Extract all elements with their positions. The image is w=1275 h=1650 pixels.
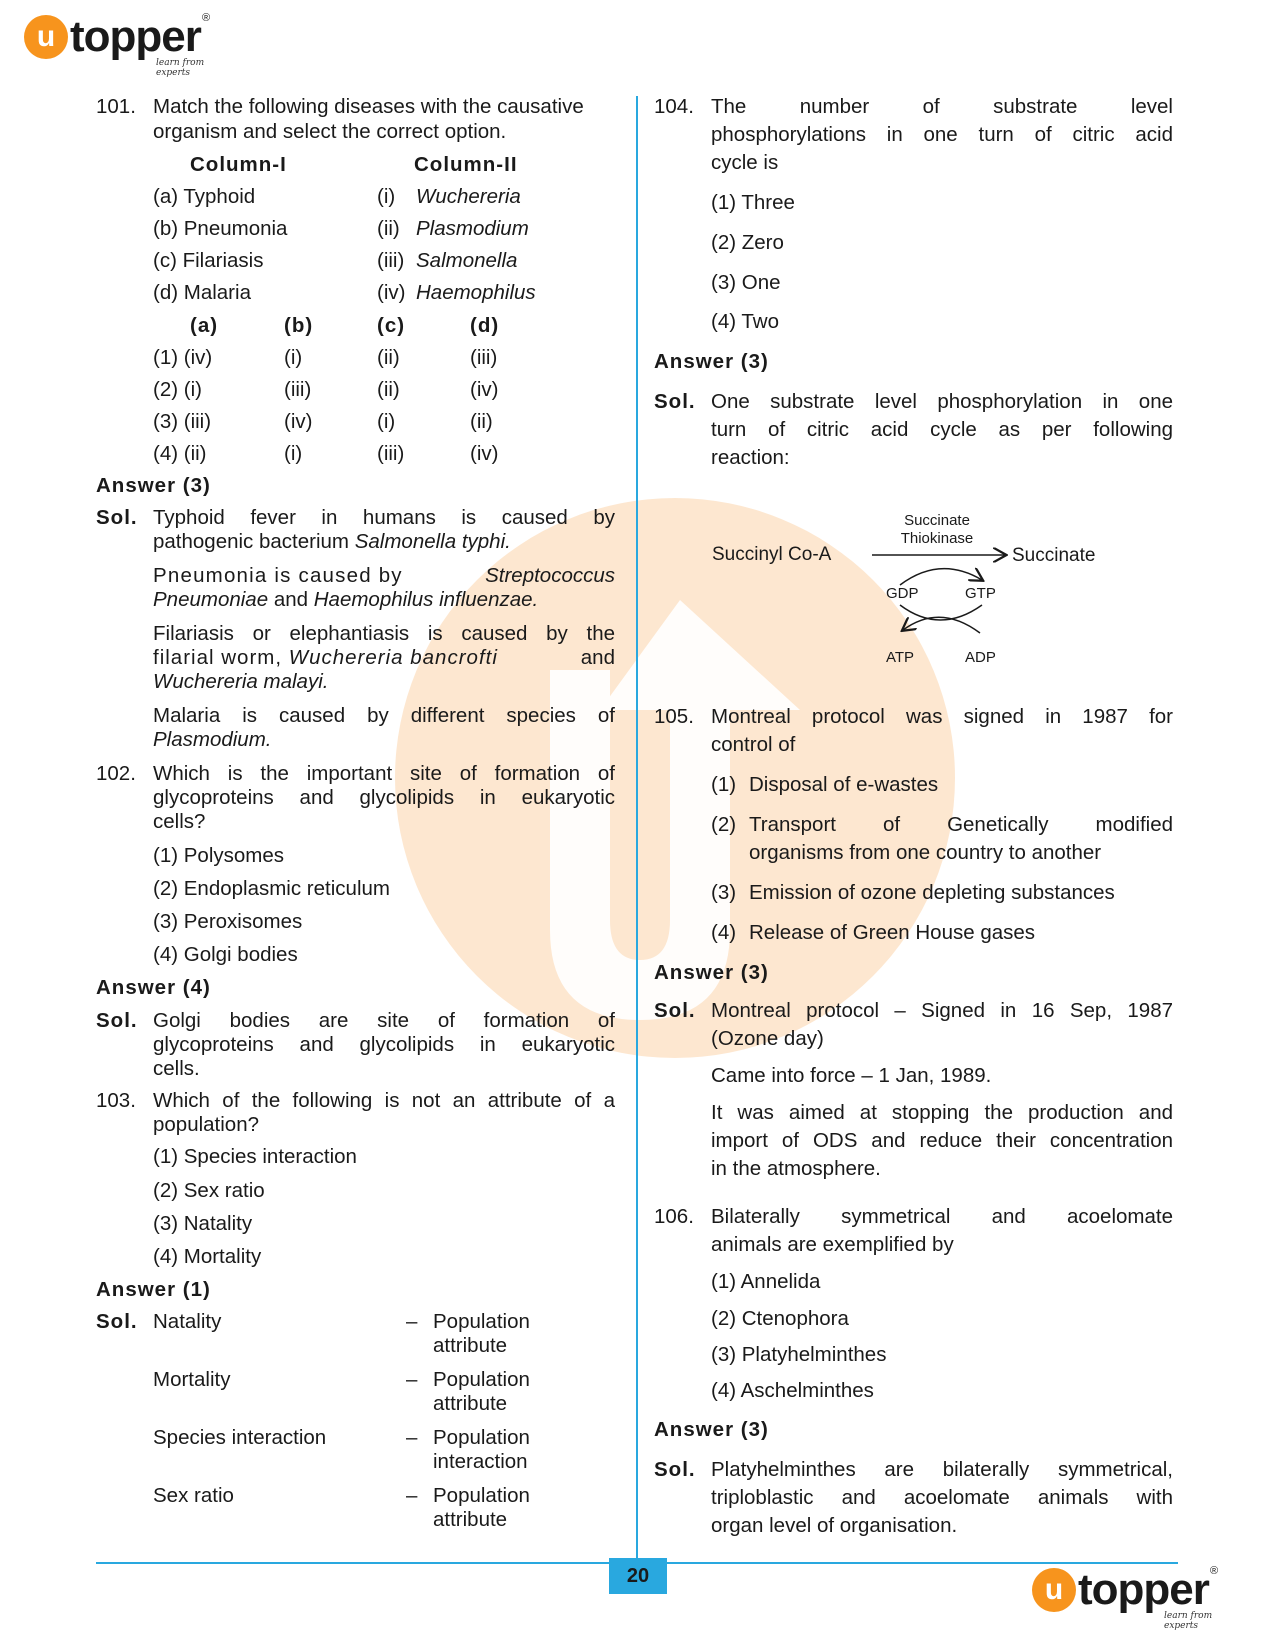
brand-name: topper: [1078, 1565, 1209, 1614]
q105-number: 105.: [654, 705, 694, 728]
q105-sol-label: Sol.: [654, 999, 696, 1022]
q101-row-a: (c) Filariasis: [153, 249, 264, 272]
q104-sol-line: reaction:: [711, 446, 790, 469]
q106-option: (2) Ctenophora: [711, 1307, 849, 1330]
q101-option-cell: (i): [284, 346, 303, 369]
q105-option-num: (1): [711, 773, 737, 796]
q101-col2-head: Column-II: [414, 153, 518, 176]
atp-label: ATP: [886, 649, 915, 665]
q104-number: 104.: [654, 95, 694, 118]
q101-sol-label: Sol.: [96, 506, 138, 529]
registered-mark: ®: [1210, 1565, 1219, 1577]
q105-answer: Answer (3): [654, 961, 769, 984]
q105-option-text-cont: organisms from one country to another: [749, 841, 1102, 864]
topper-u-icon: u: [1032, 1568, 1076, 1612]
q101-text-line2: organism and select the correct option.: [153, 120, 507, 143]
q105-option-num: (3): [711, 881, 737, 904]
q105-option-text: Transport of Genetically modified: [749, 813, 1173, 836]
q106-sol-line: organ level of organisation.: [711, 1514, 958, 1537]
q101-option: (2) (i): [153, 378, 202, 401]
q102-sol-label: Sol.: [96, 1009, 138, 1032]
brand-tagline: learn from experts: [156, 58, 205, 78]
q105-text-line1: Montreal protocol was signed in 1987 for: [711, 705, 1173, 728]
q102-option: (2) Endoplasmic reticulum: [153, 877, 390, 900]
q101-option: (4) (ii): [153, 442, 207, 465]
q101-option-cell: (iii): [470, 346, 498, 369]
reaction-diagram: [700, 505, 1140, 665]
q101-row-organism: Wuchereria: [416, 185, 521, 208]
q101-row-a: (b) Pneumonia: [153, 217, 288, 240]
q103-option: (3) Natality: [153, 1212, 253, 1235]
adp-label: ADP: [965, 649, 996, 665]
q103-sol-desc: attribute: [433, 1508, 508, 1531]
topper-u-icon: u: [24, 15, 68, 59]
q103-option: (2) Sex ratio: [153, 1179, 265, 1202]
registered-mark: ®: [202, 12, 211, 24]
gtp-label: GTP: [965, 585, 996, 602]
q101-option-cell: (ii): [377, 346, 400, 369]
q102-answer: Answer (4): [96, 976, 211, 999]
q106-text-line1: Bilaterally symmetrical and acoelomate: [711, 1205, 1173, 1228]
q105-sol-line: (Ozone day): [711, 1027, 824, 1050]
q106-option: (4) Aschelminthes: [711, 1379, 874, 1402]
q103-sol-dash: –: [406, 1310, 418, 1333]
q105-sol-line: import of ODS and reduce their concentration: [711, 1129, 1173, 1152]
enzyme-label-2: Thiokinase: [900, 530, 974, 547]
q102-sol-line: cells.: [153, 1057, 200, 1080]
q105-sol-line: It was aimed at stopping the production and: [711, 1101, 1173, 1124]
q101-opt-head: (c): [377, 314, 406, 337]
q101-col1-head: Column-I: [190, 153, 287, 176]
q101-sol-line: Filariasis or elephantiasis is caused by the: [153, 622, 615, 645]
q101-row-num: (ii): [377, 217, 400, 240]
q106-sol-line: Platyhelminthes are bilaterally symmetrical,: [711, 1458, 1173, 1481]
q103-sol-desc: attribute: [433, 1392, 508, 1415]
q106-sol-label: Sol.: [654, 1458, 696, 1481]
q101-sol-line: Typhoid fever in humans is caused by: [153, 506, 615, 529]
q104-option: (3) One: [711, 271, 781, 294]
q101-option-cell: (iii): [377, 442, 405, 465]
q101-sol-line: filarial worm, Wuchereria bancrofti and: [153, 646, 615, 669]
q103-sol-term: Species interaction: [153, 1426, 327, 1449]
q103-sol-term: Natality: [153, 1310, 222, 1333]
q103-sol-desc: attribute: [433, 1334, 508, 1357]
reactant-label: Succinyl Co-A: [712, 544, 832, 565]
q105-sol-line: Came into force – 1 Jan, 1989.: [711, 1064, 992, 1087]
q104-text-line3: cycle is: [711, 151, 779, 174]
q105-option-num: (2): [711, 813, 737, 836]
q101-option-cell: (i): [377, 410, 396, 433]
q101-number: 101.: [96, 95, 136, 118]
q105-text-line2: control of: [711, 733, 796, 756]
page-number: 20: [609, 1558, 667, 1594]
q101-option: (1) (iv): [153, 346, 213, 369]
q105-option-num: (4): [711, 921, 737, 944]
q103-sol-dash: –: [406, 1484, 418, 1507]
q104-answer: Answer (3): [654, 350, 769, 373]
q103-sol-desc: interaction: [433, 1450, 528, 1473]
q105-option-text: Release of Green House gases: [749, 921, 1036, 944]
q101-row-organism: Salmonella: [416, 249, 518, 272]
q102-option: (3) Peroxisomes: [153, 910, 303, 933]
q105-option-text: Emission of ozone depleting substances: [749, 881, 1115, 904]
q101-opt-head: (a): [190, 314, 219, 337]
q103-sol-term: Mortality: [153, 1368, 231, 1391]
q101-row-a: (a) Typhoid: [153, 185, 256, 208]
q106-sol-line: triploblastic and acoelomate animals with: [711, 1486, 1173, 1509]
q102-text-line3: cells?: [153, 810, 206, 833]
topper-logo-footer: [1032, 1565, 1232, 1631]
q104-sol-line: turn of citric acid cycle as per following: [711, 418, 1173, 441]
product-label: Succinate: [1012, 545, 1096, 566]
q101-row-organism: Haemophilus: [416, 281, 536, 304]
enzyme-label-1: Succinate: [904, 512, 970, 529]
q102-number: 102.: [96, 762, 136, 785]
q103-sol-desc: Population: [433, 1310, 530, 1333]
q103-sol-desc: Population: [433, 1484, 530, 1507]
q105-sol-line: Montreal protocol – Signed in 16 Sep, 1987: [711, 999, 1173, 1022]
q103-sol-desc: Population: [433, 1368, 530, 1391]
q104-option: (1) Three: [711, 191, 795, 214]
q102-sol-line: Golgi bodies are site of formation of: [153, 1009, 615, 1032]
q101-option-cell: (i): [284, 442, 303, 465]
column-divider: [636, 96, 638, 1564]
q102-sol-line: glycoproteins and glycolipids in eukaryotic: [153, 1033, 615, 1056]
q103-sol-dash: –: [406, 1426, 418, 1449]
q101-option-cell: (iv): [284, 410, 313, 433]
q101-sol-line: Pneumonia is caused by Streptococcus: [153, 564, 615, 587]
q103-text-line1: Which of the following is not an attribute of a: [153, 1089, 615, 1112]
q101-row-num: (iv): [377, 281, 406, 304]
brand-name: topper: [70, 12, 201, 61]
q101-text-line1: Match the following diseases with the causative: [153, 95, 584, 118]
q101-sol-line: Pneumoniae and Haemophilus influenzae.: [153, 588, 539, 611]
q104-text-line1: The number of substrate level: [711, 95, 1173, 118]
q103-option: (1) Species interaction: [153, 1145, 357, 1168]
q102-text-line2: glycoproteins and glycolipids in eukaryotic: [153, 786, 615, 809]
topper-logo-header: [24, 12, 224, 78]
q103-number: 103.: [96, 1089, 136, 1112]
q101-option-cell: (iv): [470, 442, 499, 465]
q106-option: (3) Platyhelminthes: [711, 1343, 887, 1366]
q101-row-num: (i): [377, 185, 396, 208]
q103-option: (4) Mortality: [153, 1245, 262, 1268]
q101-row-num: (iii): [377, 249, 405, 272]
q106-number: 106.: [654, 1205, 694, 1228]
q102-option: (4) Golgi bodies: [153, 943, 298, 966]
q101-option: (3) (iii): [153, 410, 212, 433]
q101-sol-line: Plasmodium.: [153, 728, 272, 751]
q103-sol-desc: Population: [433, 1426, 530, 1449]
q104-sol-line: One substrate level phosphorylation in one: [711, 390, 1173, 413]
q105-option-text: Disposal of e-wastes: [749, 773, 939, 796]
q104-option: (2) Zero: [711, 231, 784, 254]
q103-sol-label: Sol.: [96, 1310, 138, 1333]
q106-text-line2: animals are exemplified by: [711, 1233, 954, 1256]
brand-tagline: learn from experts: [1164, 1611, 1213, 1631]
q106-option: (1) Annelida: [711, 1270, 821, 1293]
gdp-gtp-arrow: [900, 569, 982, 585]
q106-answer: Answer (3): [654, 1418, 769, 1441]
q101-row-organism: Plasmodium: [416, 217, 529, 240]
q103-sol-dash: –: [406, 1368, 418, 1391]
q102-text-line1: Which is the important site of formation of: [153, 762, 615, 785]
q101-option-cell: (iv): [470, 378, 499, 401]
q101-row-a: (d) Malaria: [153, 281, 251, 304]
q101-opt-head: (d): [470, 314, 500, 337]
q101-option-cell: (iii): [284, 378, 312, 401]
q101-sol-line: Wuchereria malayi.: [153, 670, 329, 693]
q105-sol-line: in the atmosphere.: [711, 1157, 881, 1180]
q101-option-cell: (ii): [377, 378, 400, 401]
gdp-label: GDP: [886, 585, 919, 602]
q103-text-line2: population?: [153, 1113, 260, 1136]
q104-sol-label: Sol.: [654, 390, 696, 413]
q101-option-cell: (ii): [470, 410, 493, 433]
q102-option: (1) Polysomes: [153, 844, 285, 867]
q101-opt-head: (b): [284, 314, 314, 337]
q101-answer: Answer (3): [96, 474, 211, 497]
q103-sol-term: Sex ratio: [153, 1484, 234, 1507]
q104-option: (4) Two: [711, 310, 779, 333]
q103-answer: Answer (1): [96, 1278, 211, 1301]
q101-sol-line: pathogenic bacterium Salmonella typhi.: [153, 530, 511, 553]
q101-sol-line: Malaria is caused by different species of: [153, 704, 615, 727]
q104-text-line2: phosphorylations in one turn of citric acid: [711, 123, 1173, 146]
